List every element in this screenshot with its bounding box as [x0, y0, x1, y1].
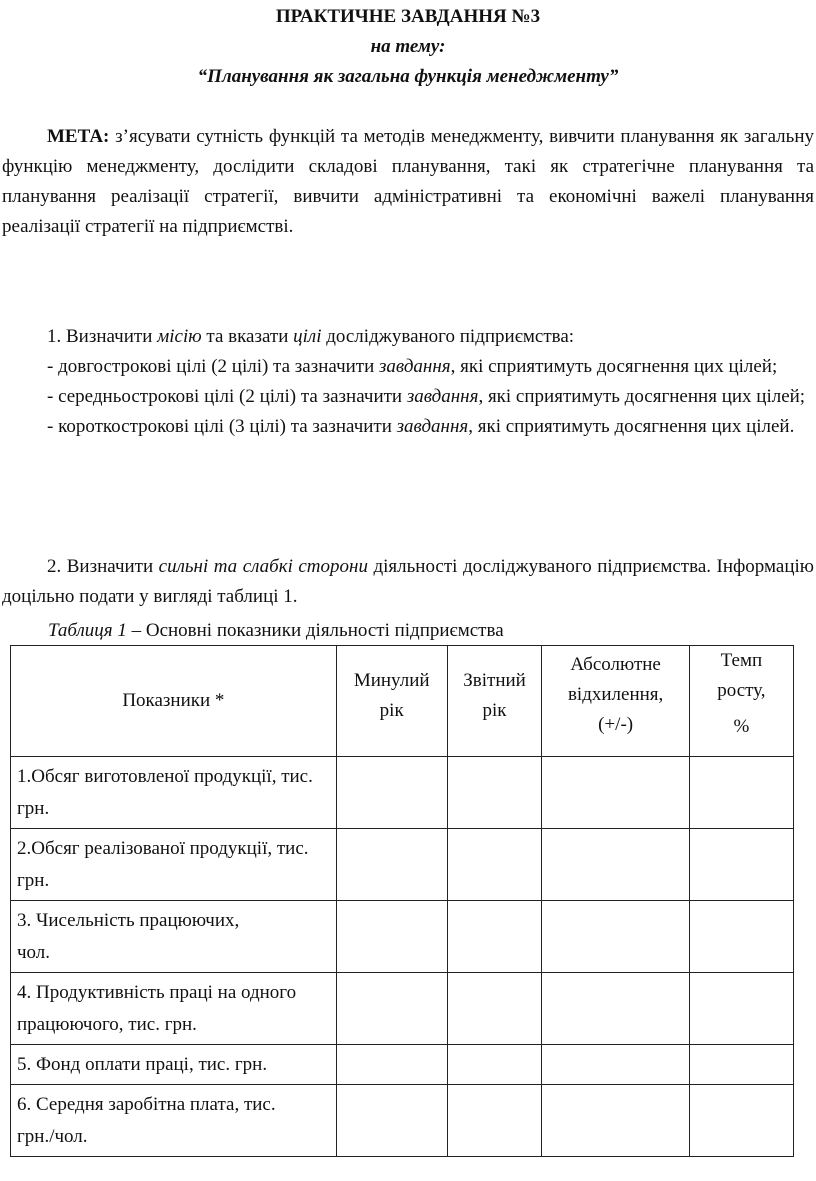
cell-prev-year[interactable] [336, 901, 447, 973]
document-topic: “Планування як загальна функція менеджменту” [197, 66, 619, 87]
table-row [11, 829, 794, 901]
header-indicators [11, 646, 337, 757]
document-subtitle: на тему: [370, 36, 446, 57]
cell-report-year[interactable] [447, 829, 542, 901]
task-1-mission: місію [157, 326, 202, 347]
row-label: 1.Обсяг виготовленої продукції, тис. грн. [11, 757, 337, 829]
task-1-text: - короткострокові цілі (3 цілі) та зазначити [47, 416, 397, 437]
header-indicators-label: Показники * [122, 690, 225, 711]
header-prev-year [336, 646, 447, 757]
task-2-text [2, 552, 814, 612]
cell-report-year[interactable] [447, 1045, 542, 1085]
task-1-intro [2, 322, 814, 352]
document-title: ПРАКТИЧНЕ ЗАВДАННЯ №3 [275, 6, 541, 27]
cell-report-year[interactable] [447, 973, 542, 1045]
cell-abs-deviation[interactable] [542, 829, 689, 901]
row-label: 3. Чисельність працюючих, чол. [11, 901, 337, 973]
row-label: 6. Середня заробітна плата, тис. грн./чол. [11, 1085, 337, 1157]
table-row [11, 757, 794, 829]
task-1-text: та вказати [201, 326, 294, 347]
header-abs-line3: (+/-) [598, 714, 634, 735]
task-1-tasks: завдання [396, 416, 469, 437]
cell-report-year[interactable] [447, 901, 542, 973]
header-growth-line3: % [733, 716, 750, 737]
cell-growth-rate[interactable] [689, 901, 793, 973]
indicators-table [10, 645, 794, 1157]
header-growth-rate [689, 646, 793, 757]
task-1-text: 1. Визначити [47, 326, 158, 347]
header-report-year [447, 646, 542, 757]
cell-growth-rate[interactable] [689, 1085, 793, 1157]
table-row [11, 973, 794, 1045]
task-1-tasks: завдання [379, 356, 451, 377]
goal-text: з’ясувати сутність функцій та методів менеджменту, вивчити планування як загальну функцію менеджменту, дослідити складові планування, такі як стратегічне планування та планування реалізації стратегії, вивчити адміністративні та економічні важелі планування реалізації стратегії на підприємстві. [2, 126, 814, 237]
task-2-text-part: 2. Визначити [47, 556, 159, 577]
task-1-text: досліджуваного підприємства: [321, 326, 575, 347]
task-1-goals: цілі [293, 326, 322, 347]
table-caption-text: – Основні показники діяльності підприємства [126, 620, 504, 641]
cell-prev-year[interactable] [336, 757, 447, 829]
header-growth-line1: Темп [720, 650, 763, 671]
table-row [11, 901, 794, 973]
header-report-year-label: Звітний рік [463, 670, 526, 721]
cell-report-year[interactable] [447, 757, 542, 829]
task-1-text: - середньострокові цілі (2 цілі) та зазначити [47, 386, 407, 407]
task-2 [2, 552, 814, 612]
header-abs-line2: відхилення, [567, 684, 664, 705]
goal-paragraph [2, 122, 814, 242]
task-1 [2, 322, 814, 442]
cell-growth-rate[interactable] [689, 757, 793, 829]
header-abs-deviation [542, 646, 689, 757]
header-prev-year-label: Минулий рік [353, 670, 430, 721]
cell-prev-year[interactable] [336, 829, 447, 901]
task-2-swot: сильні та слабкі сторони [158, 556, 368, 577]
cell-abs-deviation[interactable] [542, 1085, 689, 1157]
header-abs-line1: Абсолютне [570, 654, 661, 675]
task-1-text: , які сприятимуть досягнення цих цілей. [468, 416, 795, 437]
table-caption-label: Таблиця 1 [48, 620, 127, 641]
goal-label: МЕТА: [47, 126, 110, 147]
task-1-mid-term [2, 382, 814, 412]
cell-prev-year[interactable] [336, 973, 447, 1045]
cell-growth-rate[interactable] [689, 973, 793, 1045]
table-row [11, 1085, 794, 1157]
task-1-short-term [2, 412, 814, 442]
cell-report-year[interactable] [447, 1085, 542, 1157]
cell-abs-deviation[interactable] [542, 973, 689, 1045]
task-1-text: , які сприятимуть досягнення цих цілей; [450, 356, 778, 377]
task-1-text: - довгострокові цілі (2 цілі) та зазначити [47, 356, 380, 377]
task-1-text: , які сприятимуть досягнення цих цілей; [478, 386, 806, 407]
table-row [11, 1045, 794, 1085]
row-label: 2.Обсяг реалізованої продукції, тис. грн. [11, 829, 337, 901]
cell-prev-year[interactable] [336, 1045, 447, 1085]
table-header-row [11, 646, 794, 757]
cell-prev-year[interactable] [336, 1085, 447, 1157]
cell-growth-rate[interactable] [689, 1045, 793, 1085]
task-1-long-term [2, 352, 814, 382]
cell-abs-deviation[interactable] [542, 1045, 689, 1085]
cell-abs-deviation[interactable] [542, 757, 689, 829]
cell-abs-deviation[interactable] [542, 901, 689, 973]
header-growth-line2: росту, [717, 680, 766, 701]
row-label: 4. Продуктивність праці на одного працюючого, тис. грн. [11, 973, 337, 1045]
task-1-tasks: завдання [406, 386, 479, 407]
table-caption [48, 616, 504, 646]
row-label: 5. Фонд оплати праці, тис. грн. [11, 1045, 337, 1085]
task-2-text-part: діяльності досліджуваного підприємства. Інформацію доцільно подати у вигляді таблиці 1. [2, 556, 814, 607]
cell-growth-rate[interactable] [689, 829, 793, 901]
